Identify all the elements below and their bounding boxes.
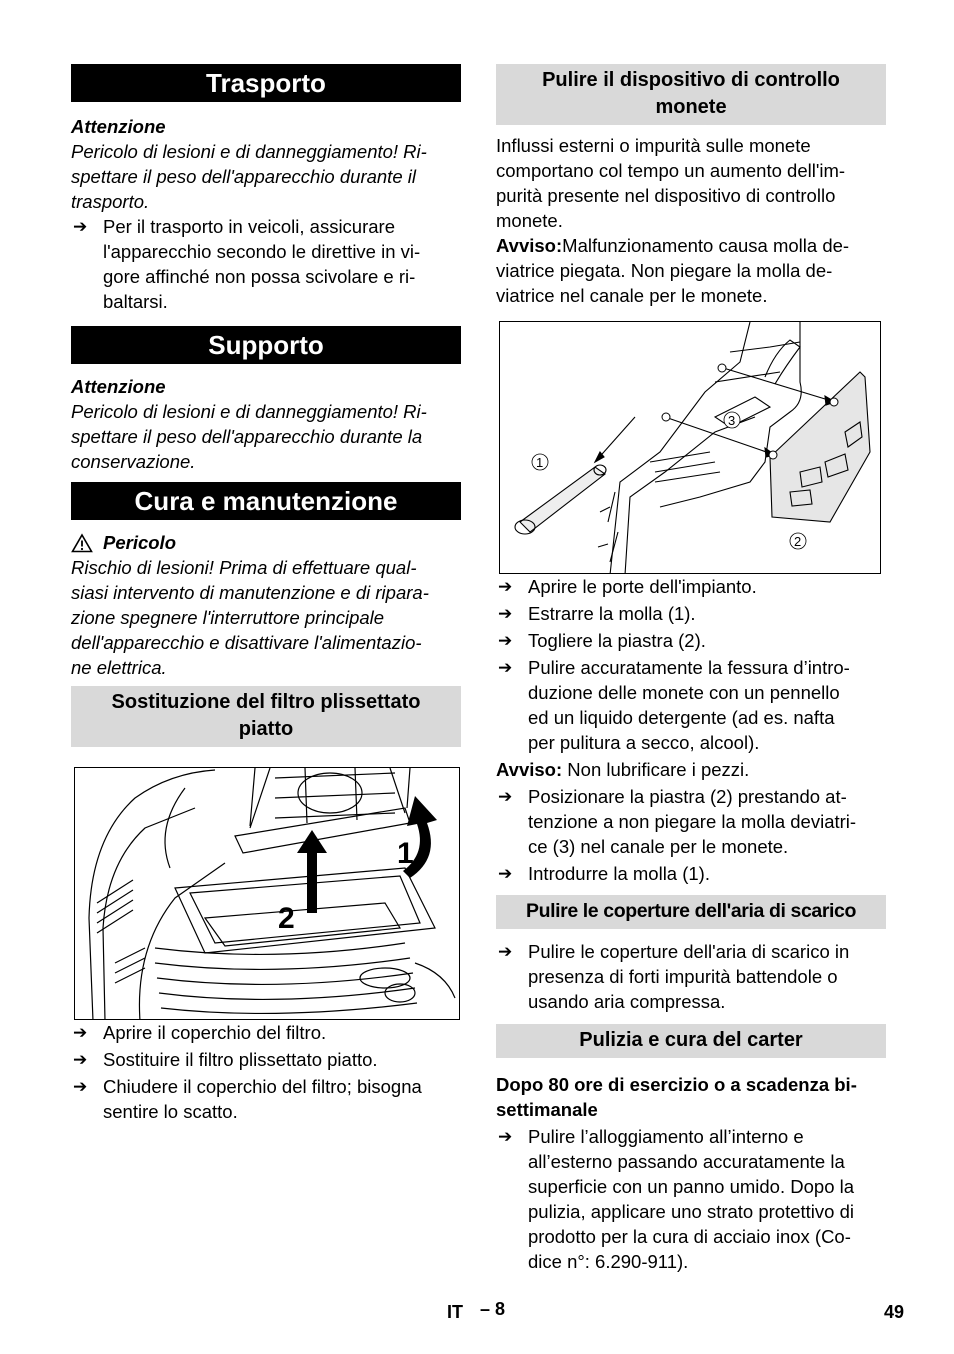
subsection-title-aria: Pulire le coperture dell'aria di scarico [496, 895, 886, 929]
fig-label-2: 2 [278, 902, 295, 935]
arrow-right-icon: ➔ [498, 658, 513, 677]
step-item: ➔ Pulire le coperture dell'aria di scarico in presenza di forti impurità battendole o usando aria compressa. [498, 941, 850, 1012]
avviso-note: Avviso:Malfunzionamento causa molla de- viatrice piegata. Non piegare la molla de- viatrice nel canale per le monete. [496, 235, 850, 306]
arrow-right-icon: ➔ [498, 864, 513, 883]
avviso-note-2: Avviso: Non lubrificare i pezzi. [496, 759, 750, 780]
arrow-right-icon: ➔ [498, 604, 513, 623]
step-item: ➔ Chiudere il coperchio del filtro; bisogna sentire lo scatto. [73, 1076, 422, 1122]
arrow-right-icon: ➔ [498, 577, 513, 596]
attention-label: Attenzione [71, 116, 166, 137]
arrow-right-icon: ➔ [498, 787, 513, 806]
intro-text: Influssi esterni o impurità sulle monete comportano col tempo un aumento dell'im- purità presente nel dispositivo di controllo monete. [496, 135, 846, 231]
filter-figure [74, 767, 460, 1020]
right-column [496, 64, 886, 1274]
step-item: ➔ Aprire le porte dell'impianto. [498, 576, 757, 597]
step-item: ➔ Pulire l’alloggiamento all’interno e all’esterno passando accuratamente la superficie con un panno umido. Dopo la pulizia, applicare uno strato protettivo di prodotto per la cura di acciaio inox (Co- dice n°: 6.290-911). [498, 1126, 855, 1272]
arrow-right-icon: ➔ [498, 631, 513, 650]
arrow-right-icon: ➔ [498, 942, 513, 961]
step-item: ➔ Pulire accuratamente la fessura d’intro- duzione delle monete con un pennello ed un liquido detergente (ad es. nafta per pulitura a secco, alcool). [498, 657, 850, 753]
left-column [71, 64, 461, 1124]
attention-text: Pericolo di lesioni e di danneggiamento! Ri- spettare il peso dell'apparecchio durante la conservazione. [71, 401, 427, 472]
arrow-right-icon: ➔ [73, 217, 88, 236]
step-item: ➔ Aprire il coperchio del filtro. [73, 1022, 327, 1043]
attention-text: Pericolo di lesioni e di danneggiamento! Ri- spettare il peso dell'apparecchio durante il trasporto. [71, 141, 427, 212]
attention-label: Attenzione [71, 376, 166, 397]
warning-triangle-icon [71, 533, 93, 553]
footer-page-number: 49 [884, 1302, 905, 1322]
footer-page-local: – 8 [480, 1299, 506, 1319]
callout-1: 1 [536, 455, 544, 470]
step-item: ➔ Introdurre la molla (1). [498, 863, 710, 884]
coin-validator-figure [499, 321, 881, 574]
coin-validator-illustration [500, 322, 881, 574]
section-title-supporto: Supporto [71, 326, 461, 364]
callout-3: 3 [728, 413, 736, 428]
arrow-right-icon: ➔ [73, 1023, 88, 1042]
section-title-cura: Cura e manutenzione [71, 482, 461, 520]
subsection-title-monete: Pulire il dispositivo di controllo monete [496, 64, 886, 125]
step-item: ➔ Posizionare la piastra (2) prestando at- tenzione a non piegare la molla deviatri- ce (3) nel canale per le monete. [498, 786, 857, 857]
fig-label-1: 1 [397, 837, 414, 870]
subsection-title-filtro: Sostituzione del filtro plissettato piatto [71, 686, 461, 747]
arrow-right-icon: ➔ [73, 1050, 88, 1069]
footer-lang: IT [447, 1302, 463, 1322]
step-item: ➔ Togliere la piastra (2). [498, 630, 706, 651]
arrow-right-icon: ➔ [73, 1077, 88, 1096]
filter-illustration [75, 768, 460, 1020]
danger-text: Rischio di lesioni! Prima di effettuare qual- siasi intervento di manutenzione e di ripara- zione spegnere l'interruttore principale dell'apparecchio e disattivare l'alimentazio- ne elettrica. [71, 557, 429, 678]
callout-2: 2 [794, 534, 802, 549]
section-title-trasporto: Trasporto [71, 64, 461, 102]
step-item: ➔ Per il trasporto in veicoli, assicurare l'apparecchio secondo le direttive in vi- gore affinché non possa scivolare e ri- baltarsi. [73, 216, 421, 312]
danger-label: Pericolo [71, 530, 461, 555]
step-item: ➔ Estrarre la molla (1). [498, 603, 696, 624]
step-item: ➔ Sostituire il filtro plissettato piatto. [73, 1049, 378, 1070]
carter-subheading: Dopo 80 ore di esercizio o a scadenza bi- settimanale [496, 1074, 857, 1120]
arrow-right-icon: ➔ [498, 1127, 513, 1146]
subsection-title-carter: Pulizia e cura del carter [496, 1024, 886, 1058]
